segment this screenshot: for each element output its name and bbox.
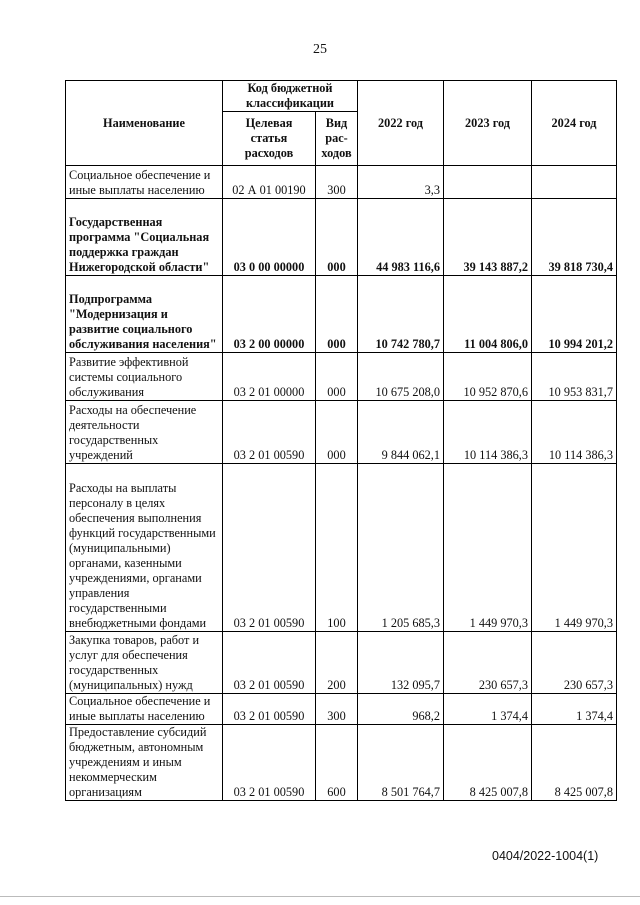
header-target: Целевая статья расходов xyxy=(223,112,316,166)
table-row xyxy=(66,276,617,353)
row-2022-cell: 132 095,7 xyxy=(358,632,444,694)
header-code-group: Код бюджетной классификации xyxy=(223,81,358,112)
row-name-cell: Развитие эффективной системы социального обслуживания xyxy=(66,353,223,401)
row-2023-cell: 1 374,4 xyxy=(444,694,532,725)
row-name-cell: Закупка товаров, работ и услуг для обеспечения государственных (муниципальных) нужд xyxy=(66,632,223,694)
header-2024: 2024 год xyxy=(532,81,617,166)
table-row xyxy=(66,353,617,401)
row-2022-cell: 9 844 062,1 xyxy=(358,401,444,464)
row-2022-cell: 1 205 685,3 xyxy=(358,464,444,632)
row-target-code-cell: 03 0 00 00000 xyxy=(223,199,316,276)
row-name-cell: Подпрограмма "Модернизация и развитие социального обслуживания населения" xyxy=(66,276,223,353)
row-2022-cell: 10 742 780,7 xyxy=(358,276,444,353)
table-row xyxy=(66,464,617,632)
header-kind: Вид рас-ходов xyxy=(316,112,358,166)
row-name-cell: Государственная программа "Социальная поддержка граждан Нижегородской области" xyxy=(66,199,223,276)
row-target-code-cell: 03 2 01 00590 xyxy=(223,464,316,632)
row-2022-cell: 968,2 xyxy=(358,694,444,725)
row-kind-cell: 000 xyxy=(316,276,358,353)
row-kind-cell: 000 xyxy=(316,199,358,276)
row-2023-cell: 10 952 870,6 xyxy=(444,353,532,401)
row-2023-cell: 1 449 970,3 xyxy=(444,464,532,632)
page-number: 25 xyxy=(313,42,327,57)
row-kind-cell: 300 xyxy=(316,166,358,199)
table-row xyxy=(66,725,617,801)
row-2024-cell: 10 994 201,2 xyxy=(532,276,617,353)
row-target-code-cell: 03 2 01 00590 xyxy=(223,401,316,464)
row-2024-cell: 39 818 730,4 xyxy=(532,199,617,276)
table-body xyxy=(66,166,617,801)
row-2024-cell: 1 449 970,3 xyxy=(532,464,617,632)
scan-edge-divider xyxy=(0,896,640,897)
table-row xyxy=(66,694,617,725)
row-target-code-cell: 02 А 01 00190 xyxy=(223,166,316,199)
budget-table xyxy=(65,80,617,801)
row-name-cell: Расходы на обеспечение деятельности государственных учреждений xyxy=(66,401,223,464)
row-target-code-cell: 03 2 00 00000 xyxy=(223,276,316,353)
row-2022-cell: 3,3 xyxy=(358,166,444,199)
row-kind-cell: 600 xyxy=(316,725,358,801)
row-2023-cell xyxy=(444,166,532,199)
header-2022: 2022 год xyxy=(358,81,444,166)
table-row xyxy=(66,199,617,276)
row-name-cell: Социальное обеспечение и иные выплаты населению xyxy=(66,166,223,199)
row-2024-cell: 10 114 386,3 xyxy=(532,401,617,464)
table-row xyxy=(66,401,617,464)
row-name-cell: Предоставление субсидий бюджетным, автономным учреждениям и иным некоммерческим организациям xyxy=(66,725,223,801)
row-2023-cell: 8 425 007,8 xyxy=(444,725,532,801)
table-row xyxy=(66,632,617,694)
row-2023-cell: 10 114 386,3 xyxy=(444,401,532,464)
row-kind-cell: 000 xyxy=(316,401,358,464)
header-name: Наименование xyxy=(66,81,223,166)
row-2024-cell xyxy=(532,166,617,199)
row-name-cell: Социальное обеспечение и иные выплаты населению xyxy=(66,694,223,725)
row-2023-cell: 230 657,3 xyxy=(444,632,532,694)
row-name-cell: Расходы на выплаты персоналу в целях обеспечения выполнения функций государственными (муниципальными) органами, казенными учреждениями, органами управления государственными внебюджетными фондами xyxy=(66,464,223,632)
row-target-code-cell: 03 2 01 00590 xyxy=(223,694,316,725)
row-2024-cell: 8 425 007,8 xyxy=(532,725,617,801)
table-row xyxy=(66,166,617,199)
row-2022-cell: 10 675 208,0 xyxy=(358,353,444,401)
row-target-code-cell: 03 2 01 00000 xyxy=(223,353,316,401)
row-kind-cell: 200 xyxy=(316,632,358,694)
row-target-code-cell: 03 2 01 00590 xyxy=(223,725,316,801)
row-target-code-cell: 03 2 01 00590 xyxy=(223,632,316,694)
document-code: 0404/2022-1004(1) xyxy=(492,849,599,863)
row-2024-cell: 230 657,3 xyxy=(532,632,617,694)
row-2023-cell: 11 004 806,0 xyxy=(444,276,532,353)
row-kind-cell: 100 xyxy=(316,464,358,632)
row-2022-cell: 8 501 764,7 xyxy=(358,725,444,801)
row-kind-cell: 300 xyxy=(316,694,358,725)
row-2022-cell: 44 983 116,6 xyxy=(358,199,444,276)
row-2024-cell: 1 374,4 xyxy=(532,694,617,725)
row-2024-cell: 10 953 831,7 xyxy=(532,353,617,401)
row-kind-cell: 000 xyxy=(316,353,358,401)
row-2023-cell: 39 143 887,2 xyxy=(444,199,532,276)
header-2023: 2023 год xyxy=(444,81,532,166)
